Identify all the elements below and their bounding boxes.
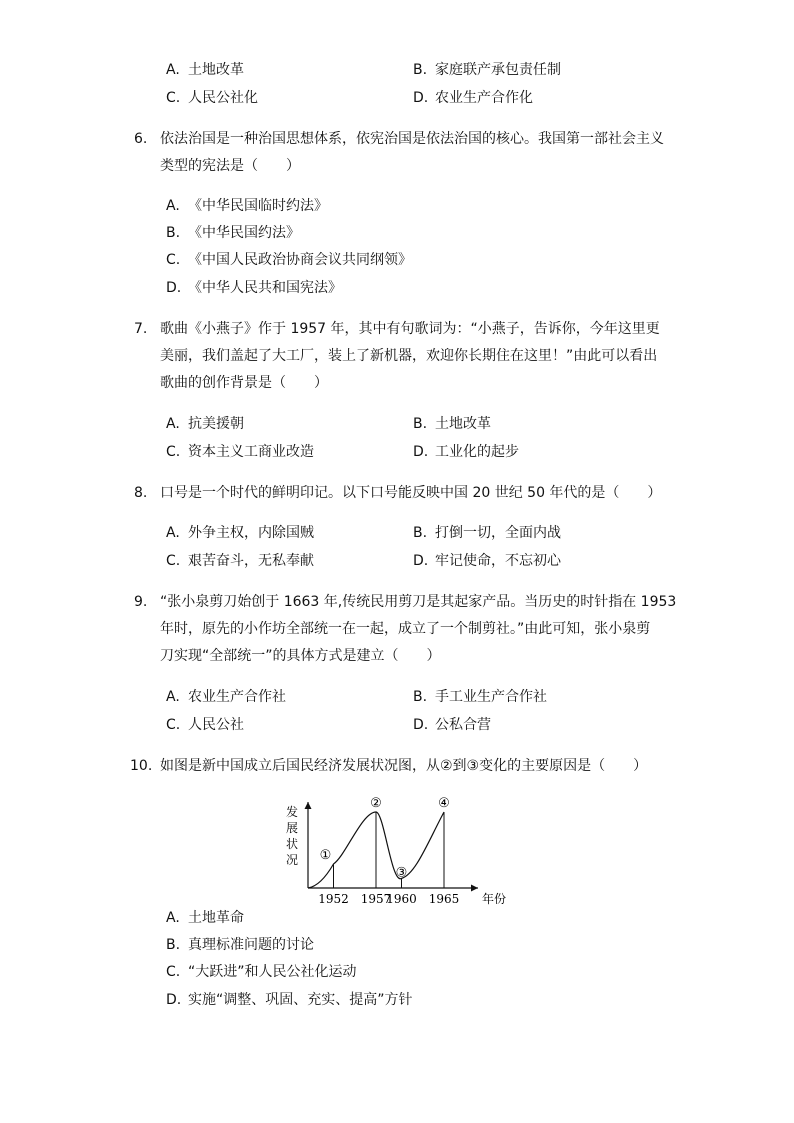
q10-option-b <box>166 935 314 955</box>
option-letter: D. <box>413 717 429 733</box>
option-text: 抗美援朝 <box>188 416 244 432</box>
q7-stem-line-3: 歌曲的创作背景是（ ） <box>160 375 328 391</box>
point-marker: ③ <box>395 865 408 881</box>
q5-option-d <box>413 88 533 108</box>
option-letter: A. <box>166 525 180 541</box>
option-letter: D. <box>166 992 182 1008</box>
ylabel-char: 发 <box>285 805 299 819</box>
q8-option-c <box>166 551 314 571</box>
option-text: 土地改革 <box>188 62 244 78</box>
option-letter: A. <box>166 689 180 705</box>
point-marker: ④ <box>438 796 450 811</box>
q9-stem-line-1: “张小泉剪刀始创于 1663 年,传统民用剪刀是其起家产品。当历史的时针指在 1953 <box>160 594 677 610</box>
option-text: 农业生产合作社 <box>188 689 286 705</box>
option-letter: C. <box>166 444 181 460</box>
q6-stem-line-2: 类型的宪法是（ ） <box>160 158 300 174</box>
q7-option-b <box>413 414 491 434</box>
ylabel-char: 状 <box>285 837 299 851</box>
option-letter: B. <box>413 62 428 78</box>
option-text: 人民公社 <box>188 717 244 733</box>
option-text: 艰苦奋斗，无私奉献 <box>188 553 314 569</box>
option-letter: D. <box>166 280 182 296</box>
option-text: 实施“调整、巩固、充实、提高”方针 <box>188 992 413 1008</box>
q10-option-c <box>166 962 357 982</box>
ylabel-char: 况 <box>285 853 299 867</box>
q6-stem-line-1: 依法治国是一种治国思想体系，依宪治国是依法治国的核心。我国第一部社会主义 <box>160 131 664 147</box>
point-marker: ① <box>319 848 332 863</box>
option-text: 手工业生产合作社 <box>435 689 547 705</box>
option-text: 真理标准问题的讨论 <box>188 937 314 953</box>
option-letter: C. <box>166 553 181 569</box>
q6-number: 6. <box>134 131 148 147</box>
q9-option-b <box>413 687 547 707</box>
option-letter: B. <box>166 937 181 953</box>
option-text: 牢记使命，不忘初心 <box>435 553 561 569</box>
option-letter: B. <box>413 689 428 705</box>
q5-option-c <box>166 88 258 108</box>
option-letter: C. <box>166 90 181 106</box>
option-text: 家庭联产承包责任制 <box>435 62 561 78</box>
option-text: 资本主义工商业改造 <box>188 444 314 460</box>
q9-number: 9. <box>134 594 148 610</box>
option-letter: C. <box>166 964 181 980</box>
q7-option-c <box>166 442 314 462</box>
option-text: 外争主权，内除国贼 <box>188 525 314 541</box>
option-letter: B. <box>166 225 181 241</box>
q8-option-a <box>166 523 314 543</box>
option-text: 《中华人民共和国宪法》 <box>188 280 342 296</box>
option-text: 《中国人民政治协商会议共同纲领》 <box>188 252 412 268</box>
q8-option-d <box>413 551 561 571</box>
q7-stem-line-1: 歌曲《小燕子》作于 1957 年，其中有句歌词为：“小燕子，告诉你，今年这里更 <box>160 321 660 337</box>
option-text: 《中华民国临时约法》 <box>188 198 328 214</box>
x-tick-label: 1965 <box>428 892 460 906</box>
option-text: 工业化的起步 <box>435 444 519 460</box>
option-text: “大跃进”和人民公社化运动 <box>188 964 357 980</box>
option-letter: A. <box>166 910 180 926</box>
option-letter: D. <box>413 553 429 569</box>
q6-option-c <box>166 250 412 270</box>
option-text: 《中华民国约法》 <box>188 225 300 241</box>
q8-option-b <box>413 523 561 543</box>
point-marker: ② <box>370 796 382 811</box>
q7-stem-line-2: 美丽，我们盖起了大工厂，装上了新机器，欢迎你长期住在这里！”由此可以看出 <box>160 348 658 364</box>
option-letter: A. <box>166 198 180 214</box>
q6-option-b <box>166 223 300 243</box>
option-text: 人民公社化 <box>188 90 258 106</box>
option-text: 农业生产合作化 <box>435 90 533 106</box>
q10-option-a <box>166 908 244 928</box>
x-tick-label: 1952 <box>318 892 349 906</box>
x-axis-label: 年份 <box>482 892 507 906</box>
option-letter: C. <box>166 717 181 733</box>
option-letter: B. <box>413 525 428 541</box>
q7-option-a <box>166 414 244 434</box>
q10-stem-line-1: 如图是新中国成立后国民经济发展状况图，从②到③变化的主要原因是（ ） <box>160 758 648 774</box>
q8-stem-line-1: 口号是一个时代的鲜明印记。以下口号能反映中国 20 世纪 50 年代的是（ ） <box>160 485 662 501</box>
option-text: 土地改革 <box>435 416 491 432</box>
option-letter: C. <box>166 252 181 268</box>
x-tick-label: 1957 <box>360 892 392 906</box>
x-tick-label: 1960 <box>386 892 417 906</box>
option-letter: D. <box>413 444 429 460</box>
q9-option-a <box>166 687 286 707</box>
q5-option-b <box>413 60 561 80</box>
option-text: 土地革命 <box>188 910 244 926</box>
option-text: 公私合营 <box>435 717 491 733</box>
option-text: 打倒一切，全面内战 <box>435 525 561 541</box>
q10-number: 10. <box>130 758 153 774</box>
option-letter: A. <box>166 416 180 432</box>
economy-development-chart <box>276 796 516 916</box>
option-letter: A. <box>166 62 180 78</box>
q9-stem-line-2: 年时，原先的小作坊全部统一在一起，成立了一个制剪社。”由此可知，张小泉剪 <box>160 621 651 637</box>
q9-stem-line-3: 刀实现“全部统一”的具体方式是建立（ ） <box>160 648 441 664</box>
q9-option-c <box>166 715 244 735</box>
q8-number: 8. <box>134 485 148 501</box>
q6-option-d <box>166 278 342 298</box>
q6-option-a <box>166 196 328 216</box>
q10-option-d <box>166 990 413 1010</box>
q7-option-d <box>413 442 519 462</box>
ylabel-char: 展 <box>285 821 299 835</box>
q9-option-d <box>413 715 491 735</box>
q7-number: 7. <box>134 321 148 337</box>
option-letter: B. <box>413 416 428 432</box>
q5-option-a <box>166 60 244 80</box>
option-letter: D. <box>413 90 429 106</box>
